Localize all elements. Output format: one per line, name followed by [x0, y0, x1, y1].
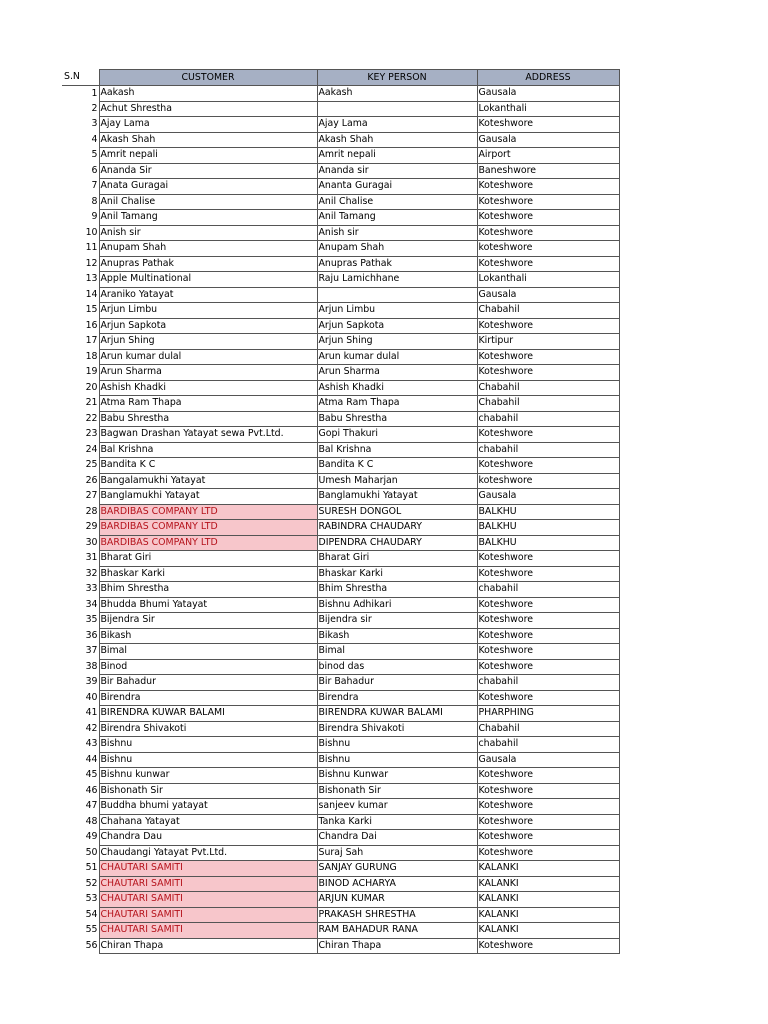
- address-cell: koteshwore: [477, 241, 619, 257]
- customer-cell: Apple Multinational: [99, 272, 317, 288]
- address-cell: Koteshwore: [477, 597, 619, 613]
- customer-cell: Aakash: [99, 86, 317, 102]
- row-sn: 5: [91, 149, 98, 161]
- address-cell: Gausala: [477, 489, 619, 505]
- row-sn: 28: [85, 505, 98, 517]
- table-row: [62, 876, 619, 892]
- key-person-cell: Bhim Shrestha: [317, 582, 477, 598]
- row-sn: 4: [91, 133, 98, 145]
- table-row: [62, 489, 619, 505]
- customer-cell: Atma Ram Thapa: [99, 396, 317, 412]
- key-person-cell: Suraj Sah: [317, 845, 477, 861]
- key-person-cell: DIPENDRA CHAUDARY: [317, 535, 477, 551]
- address-cell: BALKHU: [477, 520, 619, 536]
- address-cell: Chabahil: [477, 380, 619, 396]
- customer-cell: Bhim Shrestha: [99, 582, 317, 598]
- table-row: [62, 303, 619, 319]
- table-row: [62, 628, 619, 644]
- table-row: [62, 675, 619, 691]
- row-sn: 36: [85, 629, 98, 641]
- customer-cell: BARDIBAS COMPANY LTD: [99, 535, 317, 551]
- address-cell: Chabahil: [477, 303, 619, 319]
- header-address: ADDRESS: [477, 70, 619, 86]
- customer-cell: Arjun Sapkota: [99, 318, 317, 334]
- customer-cell: Akash Shah: [99, 132, 317, 148]
- row-sn: 15: [85, 304, 98, 316]
- table-row: [62, 101, 619, 117]
- customer-cell: Bhaskar Karki: [99, 566, 317, 582]
- customer-cell: BARDIBAS COMPANY LTD: [99, 520, 317, 536]
- header-key-person: KEY PERSON: [317, 70, 477, 86]
- customer-cell: Chahana Yatayat: [99, 814, 317, 830]
- key-person-cell: Bikash: [317, 628, 477, 644]
- table-row: [62, 334, 619, 350]
- customer-cell: Bagwan Drashan Yatayat sewa Pvt.Ltd.: [99, 427, 317, 443]
- table-row: [62, 582, 619, 598]
- row-sn: 44: [85, 753, 98, 765]
- key-person-cell: Tanka Karki: [317, 814, 477, 830]
- key-person-cell: Ananda sir: [317, 163, 477, 179]
- address-cell: Koteshwore: [477, 210, 619, 226]
- key-person-cell: Ajay Lama: [317, 117, 477, 133]
- key-person-cell: Bishnu Adhikari: [317, 597, 477, 613]
- key-person-cell: Ashish Khadki: [317, 380, 477, 396]
- address-cell: Chabahil: [477, 721, 619, 737]
- address-cell: BALKHU: [477, 535, 619, 551]
- address-cell: Gausala: [477, 287, 619, 303]
- customer-cell: Bishnu: [99, 737, 317, 753]
- header-row: [62, 70, 619, 86]
- row-sn: 32: [85, 567, 98, 579]
- key-person-cell: Anish sir: [317, 225, 477, 241]
- key-person-cell: PRAKASH SHRESTHA: [317, 907, 477, 923]
- key-person-cell: Raju Lamichhane: [317, 272, 477, 288]
- table-row: [62, 287, 619, 303]
- address-cell: Koteshwore: [477, 566, 619, 582]
- table-row: [62, 504, 619, 520]
- key-person-cell: Chandra Dai: [317, 830, 477, 846]
- customer-cell: Bijendra Sir: [99, 613, 317, 629]
- customer-cell: Achut Shrestha: [99, 101, 317, 117]
- table-row: [62, 473, 619, 489]
- key-person-cell: Arun kumar dulal: [317, 349, 477, 365]
- key-person-cell: Anupam Shah: [317, 241, 477, 257]
- address-cell: koteshwore: [477, 473, 619, 489]
- key-person-cell: sanjeev kumar: [317, 799, 477, 815]
- address-cell: chabahil: [477, 442, 619, 458]
- customer-cell: Anupras Pathak: [99, 256, 317, 272]
- row-sn: 13: [85, 273, 98, 285]
- row-sn: 3: [91, 118, 98, 130]
- address-cell: Chabahil: [477, 396, 619, 412]
- customer-cell: Binod: [99, 659, 317, 675]
- key-person-cell: Anil Chalise: [317, 194, 477, 210]
- address-cell: Koteshwore: [477, 117, 619, 133]
- address-cell: Koteshwore: [477, 613, 619, 629]
- address-cell: chabahil: [477, 582, 619, 598]
- address-cell: Koteshwore: [477, 690, 619, 706]
- row-sn: 20: [85, 381, 98, 393]
- address-cell: Koteshwore: [477, 365, 619, 381]
- row-sn: 38: [85, 660, 98, 672]
- table-row: [62, 396, 619, 412]
- address-cell: KALANKI: [477, 907, 619, 923]
- customer-cell: Araniko Yatayat: [99, 287, 317, 303]
- table-row: [62, 814, 619, 830]
- row-sn: 43: [85, 738, 98, 750]
- address-cell: Koteshwore: [477, 845, 619, 861]
- address-cell: Koteshwore: [477, 427, 619, 443]
- customer-cell: Bikash: [99, 628, 317, 644]
- table-row: [62, 427, 619, 443]
- table-row: [62, 458, 619, 474]
- row-sn: 11: [85, 242, 98, 254]
- customer-cell: Birendra Shivakoti: [99, 721, 317, 737]
- address-cell: chabahil: [477, 737, 619, 753]
- address-cell: Lokanthali: [477, 101, 619, 117]
- customer-cell: Anata Guragai: [99, 179, 317, 195]
- address-cell: Koteshwore: [477, 783, 619, 799]
- row-sn: 39: [85, 676, 98, 688]
- table-row: [62, 644, 619, 660]
- table-row: [62, 597, 619, 613]
- table-row: [62, 365, 619, 381]
- key-person-cell: Arun Sharma: [317, 365, 477, 381]
- address-cell: Gausala: [477, 132, 619, 148]
- customer-cell: Anil Tamang: [99, 210, 317, 226]
- table-row: [62, 892, 619, 908]
- table-row: [62, 938, 619, 954]
- address-cell: Gausala: [477, 752, 619, 768]
- key-person-cell: Bhaskar Karki: [317, 566, 477, 582]
- table-row: [62, 768, 619, 784]
- key-person-cell: Birendra Shivakoti: [317, 721, 477, 737]
- table-row: [62, 241, 619, 257]
- key-person-cell: binod das: [317, 659, 477, 675]
- row-sn: 55: [85, 924, 98, 936]
- key-person-cell: Anupras Pathak: [317, 256, 477, 272]
- table-row: [62, 318, 619, 334]
- customer-cell: Banglamukhi Yatayat: [99, 489, 317, 505]
- row-sn: 19: [85, 366, 98, 378]
- address-cell: PHARPHING: [477, 706, 619, 722]
- table-row: [62, 535, 619, 551]
- customer-cell: Amrit nepali: [99, 148, 317, 164]
- table-row: [62, 210, 619, 226]
- key-person-cell: BIRENDRA KUWAR BALAMI: [317, 706, 477, 722]
- row-sn: 29: [85, 521, 98, 533]
- key-person-cell: Bimal: [317, 644, 477, 660]
- row-sn: 7: [91, 180, 98, 192]
- row-sn: 45: [85, 769, 98, 781]
- customer-cell: CHAUTARI SAMITI: [99, 892, 317, 908]
- customer-cell: Bandita K C: [99, 458, 317, 474]
- table-row: [62, 380, 619, 396]
- address-cell: Koteshwore: [477, 551, 619, 567]
- customer-cell: Anil Chalise: [99, 194, 317, 210]
- key-person-cell: Atma Ram Thapa: [317, 396, 477, 412]
- address-cell: BALKHU: [477, 504, 619, 520]
- key-person-cell: BINOD ACHARYA: [317, 876, 477, 892]
- key-person-cell: Umesh Maharjan: [317, 473, 477, 489]
- key-person-cell: RABINDRA CHAUDARY: [317, 520, 477, 536]
- customer-cell: Chandra Dau: [99, 830, 317, 846]
- customer-cell: Chaudangi Yatayat Pvt.Ltd.: [99, 845, 317, 861]
- row-sn: 16: [85, 319, 98, 331]
- key-person-cell: SURESH DONGOL: [317, 504, 477, 520]
- key-person-cell: Gopi Thakuri: [317, 427, 477, 443]
- table-body: [62, 86, 619, 954]
- key-person-cell: Bishnu: [317, 737, 477, 753]
- table-row: [62, 179, 619, 195]
- customer-cell: Bimal: [99, 644, 317, 660]
- customer-cell: CHAUTARI SAMITI: [99, 923, 317, 939]
- key-person-cell: Bishnu Kunwar: [317, 768, 477, 784]
- table-row: [62, 861, 619, 877]
- customer-cell: BIRENDRA KUWAR BALAMI: [99, 706, 317, 722]
- table-row: [62, 721, 619, 737]
- customer-cell: Bir Bahadur: [99, 675, 317, 691]
- table-row: [62, 566, 619, 582]
- address-cell: Koteshwore: [477, 458, 619, 474]
- row-sn: 52: [85, 877, 98, 889]
- row-sn: 22: [85, 412, 98, 424]
- row-sn: 18: [85, 350, 98, 362]
- table-row: [62, 737, 619, 753]
- row-sn: 24: [85, 443, 98, 455]
- key-person-cell: Bishnu: [317, 752, 477, 768]
- key-person-cell: RAM BAHADUR RANA: [317, 923, 477, 939]
- address-cell: Koteshwore: [477, 768, 619, 784]
- key-person-cell: Arjun Shing: [317, 334, 477, 350]
- address-cell: Koteshwore: [477, 799, 619, 815]
- row-sn: 9: [91, 211, 98, 223]
- address-cell: Koteshwore: [477, 938, 619, 954]
- customer-cell: Ananda Sir: [99, 163, 317, 179]
- customer-cell: Bishnu kunwar: [99, 768, 317, 784]
- customer-cell: Bishonath Sir: [99, 783, 317, 799]
- table-row: [62, 349, 619, 365]
- row-sn: 47: [85, 800, 98, 812]
- address-cell: Koteshwore: [477, 814, 619, 830]
- table-row: [62, 783, 619, 799]
- table-row: [62, 799, 619, 815]
- customer-cell: Buddha bhumi yatayat: [99, 799, 317, 815]
- key-person-cell: SANJAY GURUNG: [317, 861, 477, 877]
- address-cell: Koteshwore: [477, 644, 619, 660]
- key-person-cell: Chiran Thapa: [317, 938, 477, 954]
- row-sn: 30: [85, 536, 98, 548]
- table-row: [62, 132, 619, 148]
- table-row: [62, 845, 619, 861]
- key-person-cell: Bir Bahadur: [317, 675, 477, 691]
- address-cell: Koteshwore: [477, 318, 619, 334]
- key-person-cell: Amrit nepali: [317, 148, 477, 164]
- key-person-cell: Birendra: [317, 690, 477, 706]
- table-row: [62, 706, 619, 722]
- row-sn: 14: [85, 288, 98, 300]
- table-row: [62, 907, 619, 923]
- table-row: [62, 225, 619, 241]
- customer-cell: Arun kumar dulal: [99, 349, 317, 365]
- key-person-cell: Bijendra sir: [317, 613, 477, 629]
- customer-cell: Arun Sharma: [99, 365, 317, 381]
- table-row: [62, 411, 619, 427]
- customer-cell: Bishnu: [99, 752, 317, 768]
- address-cell: Koteshwore: [477, 194, 619, 210]
- key-person-cell: Babu Shrestha: [317, 411, 477, 427]
- row-sn: 17: [85, 335, 98, 347]
- customer-cell: Anupam Shah: [99, 241, 317, 257]
- table-row: [62, 690, 619, 706]
- key-person-cell: Bandita K C: [317, 458, 477, 474]
- key-person-cell: [317, 101, 477, 117]
- address-cell: Kirtipur: [477, 334, 619, 350]
- row-sn: 50: [85, 846, 98, 858]
- table-row: [62, 163, 619, 179]
- table-row: [62, 256, 619, 272]
- address-cell: KALANKI: [477, 861, 619, 877]
- customer-cell: Ajay Lama: [99, 117, 317, 133]
- customer-cell: Bangalamukhi Yatayat: [99, 473, 317, 489]
- address-cell: Koteshwore: [477, 256, 619, 272]
- row-sn: 25: [85, 459, 98, 471]
- table-row: [62, 194, 619, 210]
- row-sn: 2: [91, 102, 98, 114]
- address-cell: Gausala: [477, 86, 619, 102]
- key-person-cell: ARJUN KUMAR: [317, 892, 477, 908]
- key-person-cell: Akash Shah: [317, 132, 477, 148]
- customer-cell: Ashish Khadki: [99, 380, 317, 396]
- address-cell: KALANKI: [477, 876, 619, 892]
- address-cell: KALANKI: [477, 923, 619, 939]
- header-sn: S.N: [62, 70, 99, 86]
- customer-cell: Arjun Shing: [99, 334, 317, 350]
- row-sn: 40: [85, 691, 98, 703]
- key-person-cell: Aakash: [317, 86, 477, 102]
- address-cell: Koteshwore: [477, 225, 619, 241]
- row-sn: 6: [91, 164, 98, 176]
- customer-cell: Arjun Limbu: [99, 303, 317, 319]
- row-sn: 23: [85, 428, 98, 440]
- customer-cell: Birendra: [99, 690, 317, 706]
- customer-table: [62, 69, 620, 954]
- table-row: [62, 272, 619, 288]
- customer-cell: CHAUTARI SAMITI: [99, 876, 317, 892]
- table-row: [62, 86, 619, 102]
- row-sn: 31: [85, 552, 98, 564]
- row-sn: 53: [85, 893, 98, 905]
- customer-cell: BARDIBAS COMPANY LTD: [99, 504, 317, 520]
- key-person-cell: Anil Tamang: [317, 210, 477, 226]
- table-row: [62, 148, 619, 164]
- key-person-cell: [317, 287, 477, 303]
- customer-cell: Bal Krishna: [99, 442, 317, 458]
- row-sn: 1: [91, 87, 98, 99]
- row-sn: 49: [85, 831, 98, 843]
- row-sn: 33: [85, 583, 98, 595]
- address-cell: Koteshwore: [477, 349, 619, 365]
- customer-cell: Anish sir: [99, 225, 317, 241]
- row-sn: 51: [85, 862, 98, 874]
- address-cell: Koteshwore: [477, 179, 619, 195]
- address-cell: Baneshwore: [477, 163, 619, 179]
- header-customer: CUSTOMER: [99, 70, 317, 86]
- table-row: [62, 613, 619, 629]
- key-person-cell: Arjun Sapkota: [317, 318, 477, 334]
- table-row: [62, 117, 619, 133]
- row-sn: 27: [85, 490, 98, 502]
- customer-cell: CHAUTARI SAMITI: [99, 907, 317, 923]
- address-cell: chabahil: [477, 675, 619, 691]
- table-row: [62, 752, 619, 768]
- customer-cell: Babu Shrestha: [99, 411, 317, 427]
- table-row: [62, 551, 619, 567]
- row-sn: 35: [85, 614, 98, 626]
- row-sn: 41: [85, 707, 98, 719]
- table-row: [62, 659, 619, 675]
- row-sn: 42: [85, 722, 98, 734]
- table-row: [62, 520, 619, 536]
- row-sn: 56: [85, 939, 98, 951]
- key-person-cell: Bal Krishna: [317, 442, 477, 458]
- table-row: [62, 830, 619, 846]
- row-sn: 54: [85, 908, 98, 920]
- row-sn: 48: [85, 815, 98, 827]
- key-person-cell: Ananta Guragai: [317, 179, 477, 195]
- key-person-cell: Bishonath Sir: [317, 783, 477, 799]
- customer-cell: Bharat Giri: [99, 551, 317, 567]
- address-cell: Koteshwore: [477, 628, 619, 644]
- row-sn: 37: [85, 645, 98, 657]
- address-cell: KALANKI: [477, 892, 619, 908]
- table-row: [62, 442, 619, 458]
- row-sn: 34: [85, 598, 98, 610]
- key-person-cell: Arjun Limbu: [317, 303, 477, 319]
- customer-cell: CHAUTARI SAMITI: [99, 861, 317, 877]
- customer-cell: Chiran Thapa: [99, 938, 317, 954]
- row-sn: 26: [85, 474, 98, 486]
- address-cell: Airport: [477, 148, 619, 164]
- row-sn: 21: [85, 397, 98, 409]
- row-sn: 10: [85, 226, 98, 238]
- key-person-cell: Banglamukhi Yatayat: [317, 489, 477, 505]
- address-cell: Lokanthali: [477, 272, 619, 288]
- row-sn: 12: [85, 257, 98, 269]
- address-cell: chabahil: [477, 411, 619, 427]
- customer-cell: Bhudda Bhumi Yatayat: [99, 597, 317, 613]
- address-cell: Koteshwore: [477, 830, 619, 846]
- row-sn: 8: [91, 195, 98, 207]
- key-person-cell: Bharat Giri: [317, 551, 477, 567]
- address-cell: Koteshwore: [477, 659, 619, 675]
- row-sn: 46: [85, 784, 98, 796]
- table-row: [62, 923, 619, 939]
